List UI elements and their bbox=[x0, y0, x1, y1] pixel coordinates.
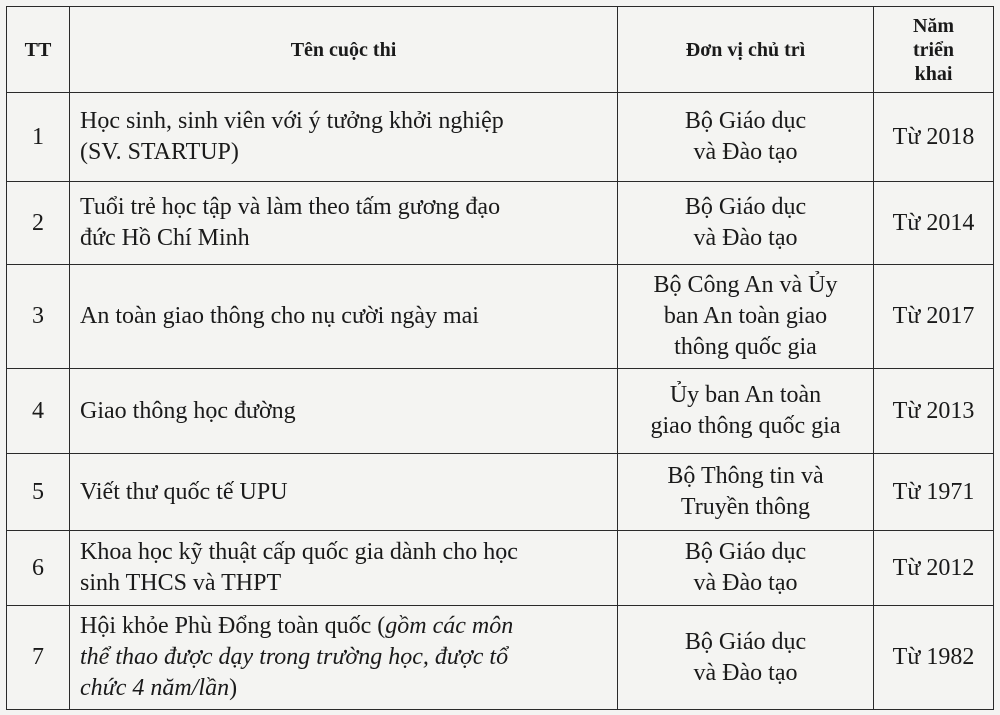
host-organization-line: ban An toàn giao bbox=[663, 303, 828, 329]
table-row bbox=[7, 182, 994, 265]
header-year bbox=[874, 7, 994, 93]
contest-name-line: An toàn giao thông cho nụ cười ngày mai bbox=[80, 303, 479, 329]
contest-name bbox=[70, 454, 618, 531]
contest-name-line: (SV. STARTUP) bbox=[80, 139, 239, 165]
row-number: 7 bbox=[7, 606, 70, 710]
row-number: 1 bbox=[7, 93, 70, 182]
host-organization bbox=[618, 454, 874, 531]
start-year: Từ 2012 bbox=[874, 531, 994, 606]
host-organization bbox=[618, 531, 874, 606]
header-year-line1: Năm bbox=[912, 14, 955, 37]
contest-name-text: ) bbox=[229, 675, 238, 701]
start-year: Từ 2013 bbox=[874, 369, 994, 454]
contest-name-note: gồm các môn bbox=[385, 613, 514, 639]
host-organization bbox=[618, 265, 874, 369]
contest-name-note: thể thao được dạy trong trường học, được tổ bbox=[80, 644, 509, 670]
host-organization-line: Ủy ban An toàn bbox=[669, 382, 822, 408]
header-year-line2: triển bbox=[912, 38, 955, 61]
start-year: Từ 2014 bbox=[874, 182, 994, 265]
table-row bbox=[7, 606, 994, 710]
host-organization-line: và Đào tạo bbox=[693, 659, 798, 686]
contest-name-text: Hội khỏe Phù Đổng toàn quốc ( bbox=[80, 613, 386, 639]
host-organization bbox=[618, 93, 874, 182]
host-organization-line: và Đào tạo bbox=[693, 225, 798, 251]
host-organization-line: giao thông quốc gia bbox=[650, 413, 841, 439]
contest-name bbox=[70, 531, 618, 606]
table-row bbox=[7, 265, 994, 369]
start-year: Từ 1971 bbox=[874, 454, 994, 531]
contest-name bbox=[70, 93, 618, 182]
host-organization-line: Bộ Giáo dục bbox=[684, 194, 807, 220]
start-year: Từ 1982 bbox=[874, 606, 994, 710]
contest-name-line: Tuổi trẻ học tập và làm theo tấm gương đạo bbox=[80, 194, 501, 220]
row-number: 2 bbox=[7, 182, 70, 265]
contest-name-note: chức 4 năm/lần bbox=[80, 675, 230, 701]
host-organization bbox=[618, 369, 874, 454]
table-row bbox=[7, 93, 994, 182]
table-row bbox=[7, 531, 994, 606]
header-org: Đơn vị chủ trì bbox=[618, 7, 874, 93]
header-tt: TT bbox=[7, 7, 70, 93]
header-name: Tên cuộc thi bbox=[70, 7, 618, 93]
contest-name-line: Học sinh, sinh viên với ý tưởng khởi nghiệp bbox=[80, 108, 504, 134]
row-number: 3 bbox=[7, 265, 70, 369]
host-organization-line: Bộ Thông tin và bbox=[667, 463, 824, 489]
start-year: Từ 2017 bbox=[874, 265, 994, 369]
contest-name-line: Khoa học kỹ thuật cấp quốc gia dành cho học bbox=[80, 539, 518, 565]
host-organization-line: Bộ Giáo dục bbox=[684, 108, 807, 134]
host-organization-line: thông quốc gia bbox=[674, 334, 817, 360]
row-number: 5 bbox=[7, 454, 70, 531]
host-organization-line: Truyền thông bbox=[680, 494, 811, 520]
table-row bbox=[7, 369, 994, 454]
host-organization bbox=[618, 606, 874, 710]
contest-name bbox=[70, 369, 618, 454]
host-organization-line: Bộ Giáo dục bbox=[684, 539, 807, 565]
host-organization bbox=[618, 182, 874, 265]
table-header-row bbox=[7, 7, 994, 93]
row-number: 6 bbox=[7, 531, 70, 606]
contest-name bbox=[70, 265, 618, 369]
contest-name bbox=[70, 606, 618, 710]
host-organization-line: và Đào tạo bbox=[693, 139, 798, 165]
header-year-line3: khai bbox=[914, 62, 953, 85]
host-organization-line: Bộ Công An và Ủy bbox=[653, 272, 838, 298]
host-organization-line: Bộ Giáo dục bbox=[684, 628, 807, 655]
contest-name-line: Viết thư quốc tế UPU bbox=[80, 478, 288, 505]
contest-name-line: sinh THCS và THPT bbox=[80, 570, 282, 596]
contest-name-line: đức Hồ Chí Minh bbox=[80, 225, 250, 251]
contest-name-line: Giao thông học đường bbox=[80, 397, 296, 424]
host-organization-line: và Đào tạo bbox=[693, 570, 798, 596]
contest-name bbox=[70, 182, 618, 265]
table-row bbox=[7, 454, 994, 531]
start-year: Từ 2018 bbox=[874, 93, 994, 182]
row-number: 4 bbox=[7, 369, 70, 454]
contest-table bbox=[6, 6, 994, 710]
